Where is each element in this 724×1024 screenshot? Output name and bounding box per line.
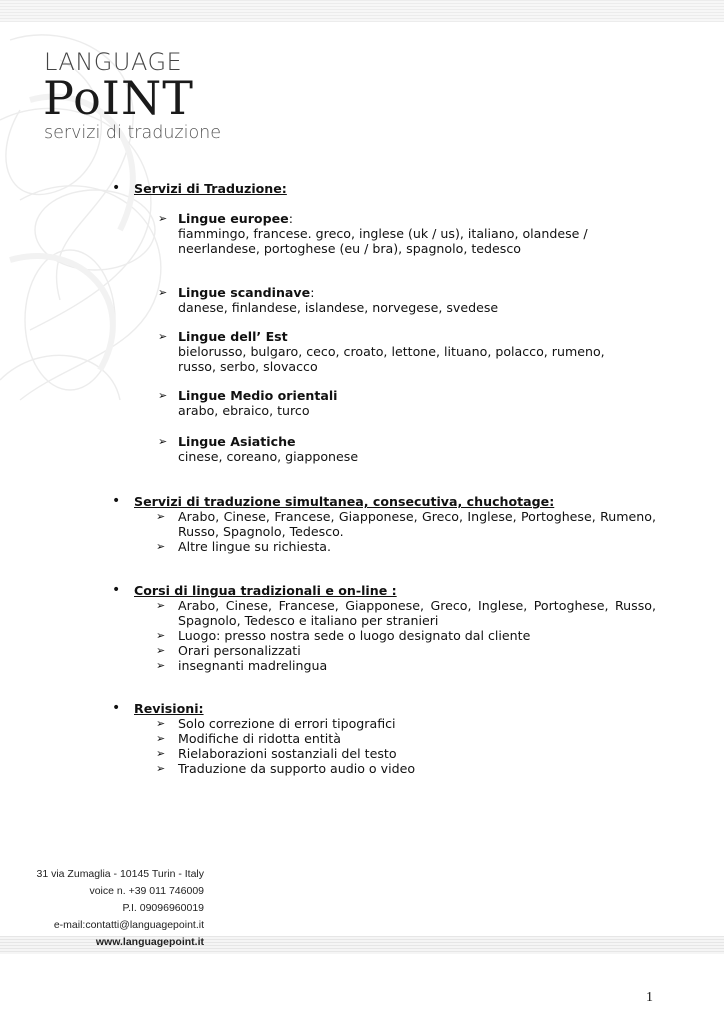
language-group-title: Lingue dell’ Est	[178, 329, 288, 344]
logo-tagline: servizi di traduzione	[44, 123, 222, 143]
arrow-bullet-icon: ➢	[156, 644, 166, 657]
arrow-bullet-icon: ➢	[156, 510, 166, 523]
arrow-bullet-icon: ➢	[156, 762, 166, 775]
list-item-text: Rielaborazioni sostanziali del testo	[178, 746, 397, 761]
arrow-bullet-icon: ➢	[158, 330, 168, 343]
language-group-scandinavian	[158, 285, 638, 315]
arrow-bullet-icon: ➢	[158, 389, 168, 402]
language-group-title-suffix: :	[310, 285, 315, 300]
language-group-eastern	[158, 329, 638, 374]
language-group-title-suffix: :	[288, 211, 293, 226]
language-group-title: Lingue Medio orientali	[178, 388, 338, 403]
language-group-middle-eastern	[158, 388, 638, 418]
logo-text-language: LANGUAGE	[44, 48, 183, 76]
list-item-text: insegnanti madrelingua	[178, 658, 328, 673]
list-item	[156, 509, 656, 539]
list-item	[156, 628, 656, 643]
arrow-bullet-icon: ➢	[158, 435, 168, 448]
list-item-text: Modifiche di ridotta entità	[178, 731, 341, 746]
list-item	[156, 761, 656, 776]
list-item	[156, 598, 656, 628]
bullet-icon: •	[112, 493, 121, 509]
list-item-text: Altre lingue su richiesta.	[178, 539, 332, 554]
language-group-list: cinese, coreano, giapponese	[178, 449, 359, 464]
arrow-bullet-icon: ➢	[156, 599, 166, 612]
arrow-bullet-icon: ➢	[156, 732, 166, 745]
language-group-list: bielorusso, bulgaro, ceco, croato, lettone, lituano, polacco, rumeno, russo, serbo, slovacco	[178, 344, 605, 374]
arrow-bullet-icon: ➢	[156, 717, 166, 730]
page-number: 1	[646, 990, 653, 1005]
logo-text-point: PoINT	[43, 71, 194, 125]
list-item	[156, 716, 656, 731]
section-heading: Revisioni:	[134, 701, 204, 716]
list-item	[156, 539, 656, 554]
list-item-text: Traduzione da supporto audio o video	[178, 761, 416, 776]
bullet-icon: •	[112, 180, 121, 196]
language-group-list: arabo, ebraico, turco	[178, 403, 310, 418]
list-item-text: Arabo, Cinese, Francese, Giapponese, Greco, Inglese, Portoghese, Russo, Spagnolo, Tedesco e italiano per stranieri	[178, 598, 656, 628]
language-group-european	[158, 211, 638, 256]
language-group-title: Lingue Asiatiche	[178, 434, 296, 449]
language-group-title: Lingue scandinave	[178, 285, 311, 300]
list-item	[156, 746, 656, 761]
section-heading: Corsi di lingua tradizionali e on-line :	[134, 583, 397, 598]
arrow-bullet-icon: ➢	[156, 629, 166, 642]
list-item	[156, 643, 656, 658]
footer-website[interactable]: www.languagepoint.it	[95, 936, 204, 948]
arrow-bullet-icon: ➢	[156, 747, 166, 760]
language-group-title: Lingue europee	[178, 211, 289, 226]
list-item-text: Solo correzione di errori tipografici	[178, 716, 396, 731]
bullet-icon: •	[112, 582, 121, 598]
arrow-bullet-icon: ➢	[156, 540, 166, 553]
list-item-text: Arabo, Cinese, Francese, Giapponese, Greco, Inglese, Portoghese, Rumeno, Russo, Spagnolo, Tedesco.	[178, 509, 656, 539]
section-heading: Servizi di Traduzione:	[134, 181, 287, 196]
bullet-icon: •	[112, 700, 121, 716]
footer-phone: voice n. +39 011 746009	[89, 885, 204, 897]
footer-address: 31 via Zumaglia - 10145 Turin - Italy	[36, 868, 204, 880]
contact-footer	[4, 866, 204, 951]
list-item	[156, 658, 656, 673]
list-item	[156, 731, 656, 746]
footer-email[interactable]: e-mail:contatti@languagepoint.it	[53, 919, 204, 931]
language-group-asian	[158, 434, 638, 464]
language-group-list: fiammingo, francese. greco, inglese (uk / us), italiano, olandese / neerlandese, portoghese (eu / bra), spagnolo, tedesco	[178, 226, 588, 256]
arrow-bullet-icon: ➢	[158, 286, 168, 299]
arrow-bullet-icon: ➢	[158, 212, 168, 225]
arrow-bullet-icon: ➢	[156, 659, 166, 672]
list-item-text: Orari personalizzati	[178, 643, 301, 658]
list-item-text: Luogo: presso nostra sede o luogo designato dal cliente	[178, 628, 531, 643]
language-group-list: danese, finlandese, islandese, norvegese, svedese	[178, 300, 499, 315]
footer-vat: P.I. 09096960019	[122, 902, 204, 914]
section-heading: Servizi di traduzione simultanea, consecutiva, chuchotage:	[134, 494, 555, 509]
